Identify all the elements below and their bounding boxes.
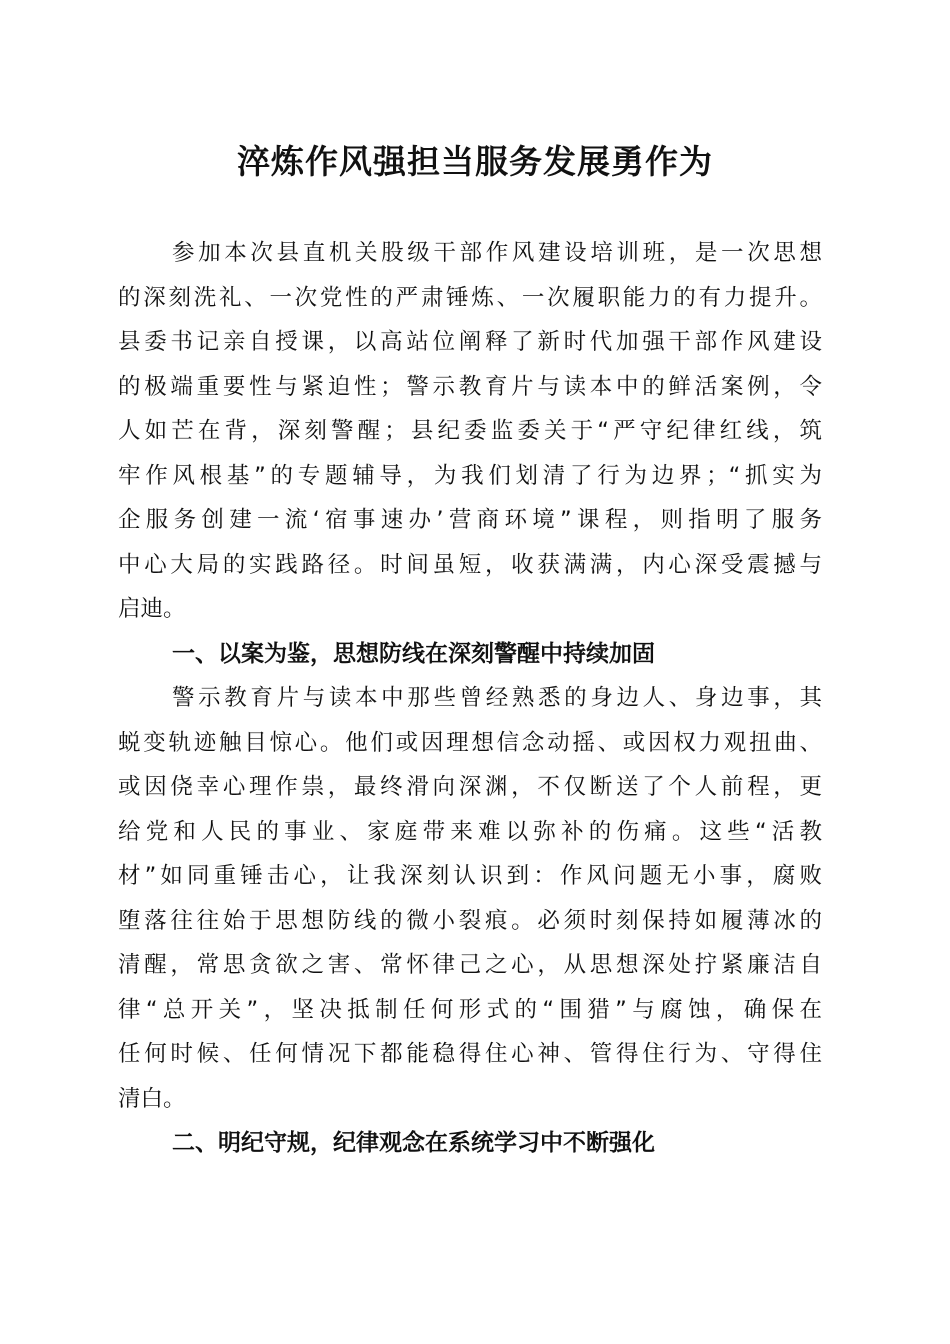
text-line: 清醒，常思贪欲之害、常怀律己之心，从思想深处拧紧廉洁自	[118, 952, 822, 978]
text-line: 给党和人民的事业、家庭带来难以弥补的伤痛。这些“活教	[118, 818, 822, 845]
section-heading-2: 二、明纪守规，纪律观念在系统学习中不断强化	[172, 1130, 655, 1156]
paragraph-intro	[118, 231, 822, 632]
text-line: 人如芒在背，深刻警醒；县纪委监委关于“严守纪律红线，筑	[118, 418, 822, 444]
text-line: 清白。	[118, 1085, 186, 1112]
text-line: 蜕变轨迹触目惊心。他们或因理想信念动摇、或因权力观扭曲、	[118, 729, 822, 756]
text-line: 中心大局的实践路径。时间虽短，收获满满，内心深受震撼与	[118, 551, 822, 578]
text-line: 企服务创建一流‘宿事速办’营商环境”课程，则指明了服务	[118, 507, 822, 533]
text-line: 的深刻洗礼、一次党性的严肃锤炼、一次履职能力的有力提升。	[118, 284, 822, 311]
text-line: 堕落往往始于思想防线的微小裂痕。必须时刻保持如履薄冰的	[118, 907, 822, 934]
document-body	[118, 231, 822, 1166]
text-line: 牢作风根基”的专题辅导，为我们划清了行为边界；“抓实为	[118, 462, 822, 489]
text-line: 警示教育片与读本中那些曾经熟悉的身边人、身边事，其	[172, 685, 822, 711]
text-line: 的极端重要性与紧迫性；警示教育片与读本中的鲜活案例，令	[118, 373, 822, 400]
paragraph-section-1	[118, 676, 822, 1121]
text-line: 或因侥幸心理作祟，最终滑向深渊，不仅断送了个人前程，更	[118, 774, 822, 800]
text-line: 材”如同重锤击心，让我深刻认识到：作风问题无小事，腐败	[118, 863, 822, 889]
text-line: 县委书记亲自授课，以高站位阐释了新时代加强干部作风建设	[118, 329, 822, 355]
document-title: 淬炼作风强担当服务发展勇作为	[237, 142, 713, 181]
text-line: 参加本次县直机关股级干部作风建设培训班，是一次思想	[172, 240, 822, 266]
text-line: 任何时候、任何情况下都能稳得住心神、管得住行为、守得住	[118, 1041, 822, 1067]
section-heading-1: 一、以案为鉴，思想防线在深刻警醒中持续加固	[172, 640, 655, 667]
text-line: 启迪。	[118, 596, 186, 622]
text-line: 律“总开关”，坚决抵制任何形式的“围猎”与腐蚀，确保在	[118, 996, 822, 1023]
